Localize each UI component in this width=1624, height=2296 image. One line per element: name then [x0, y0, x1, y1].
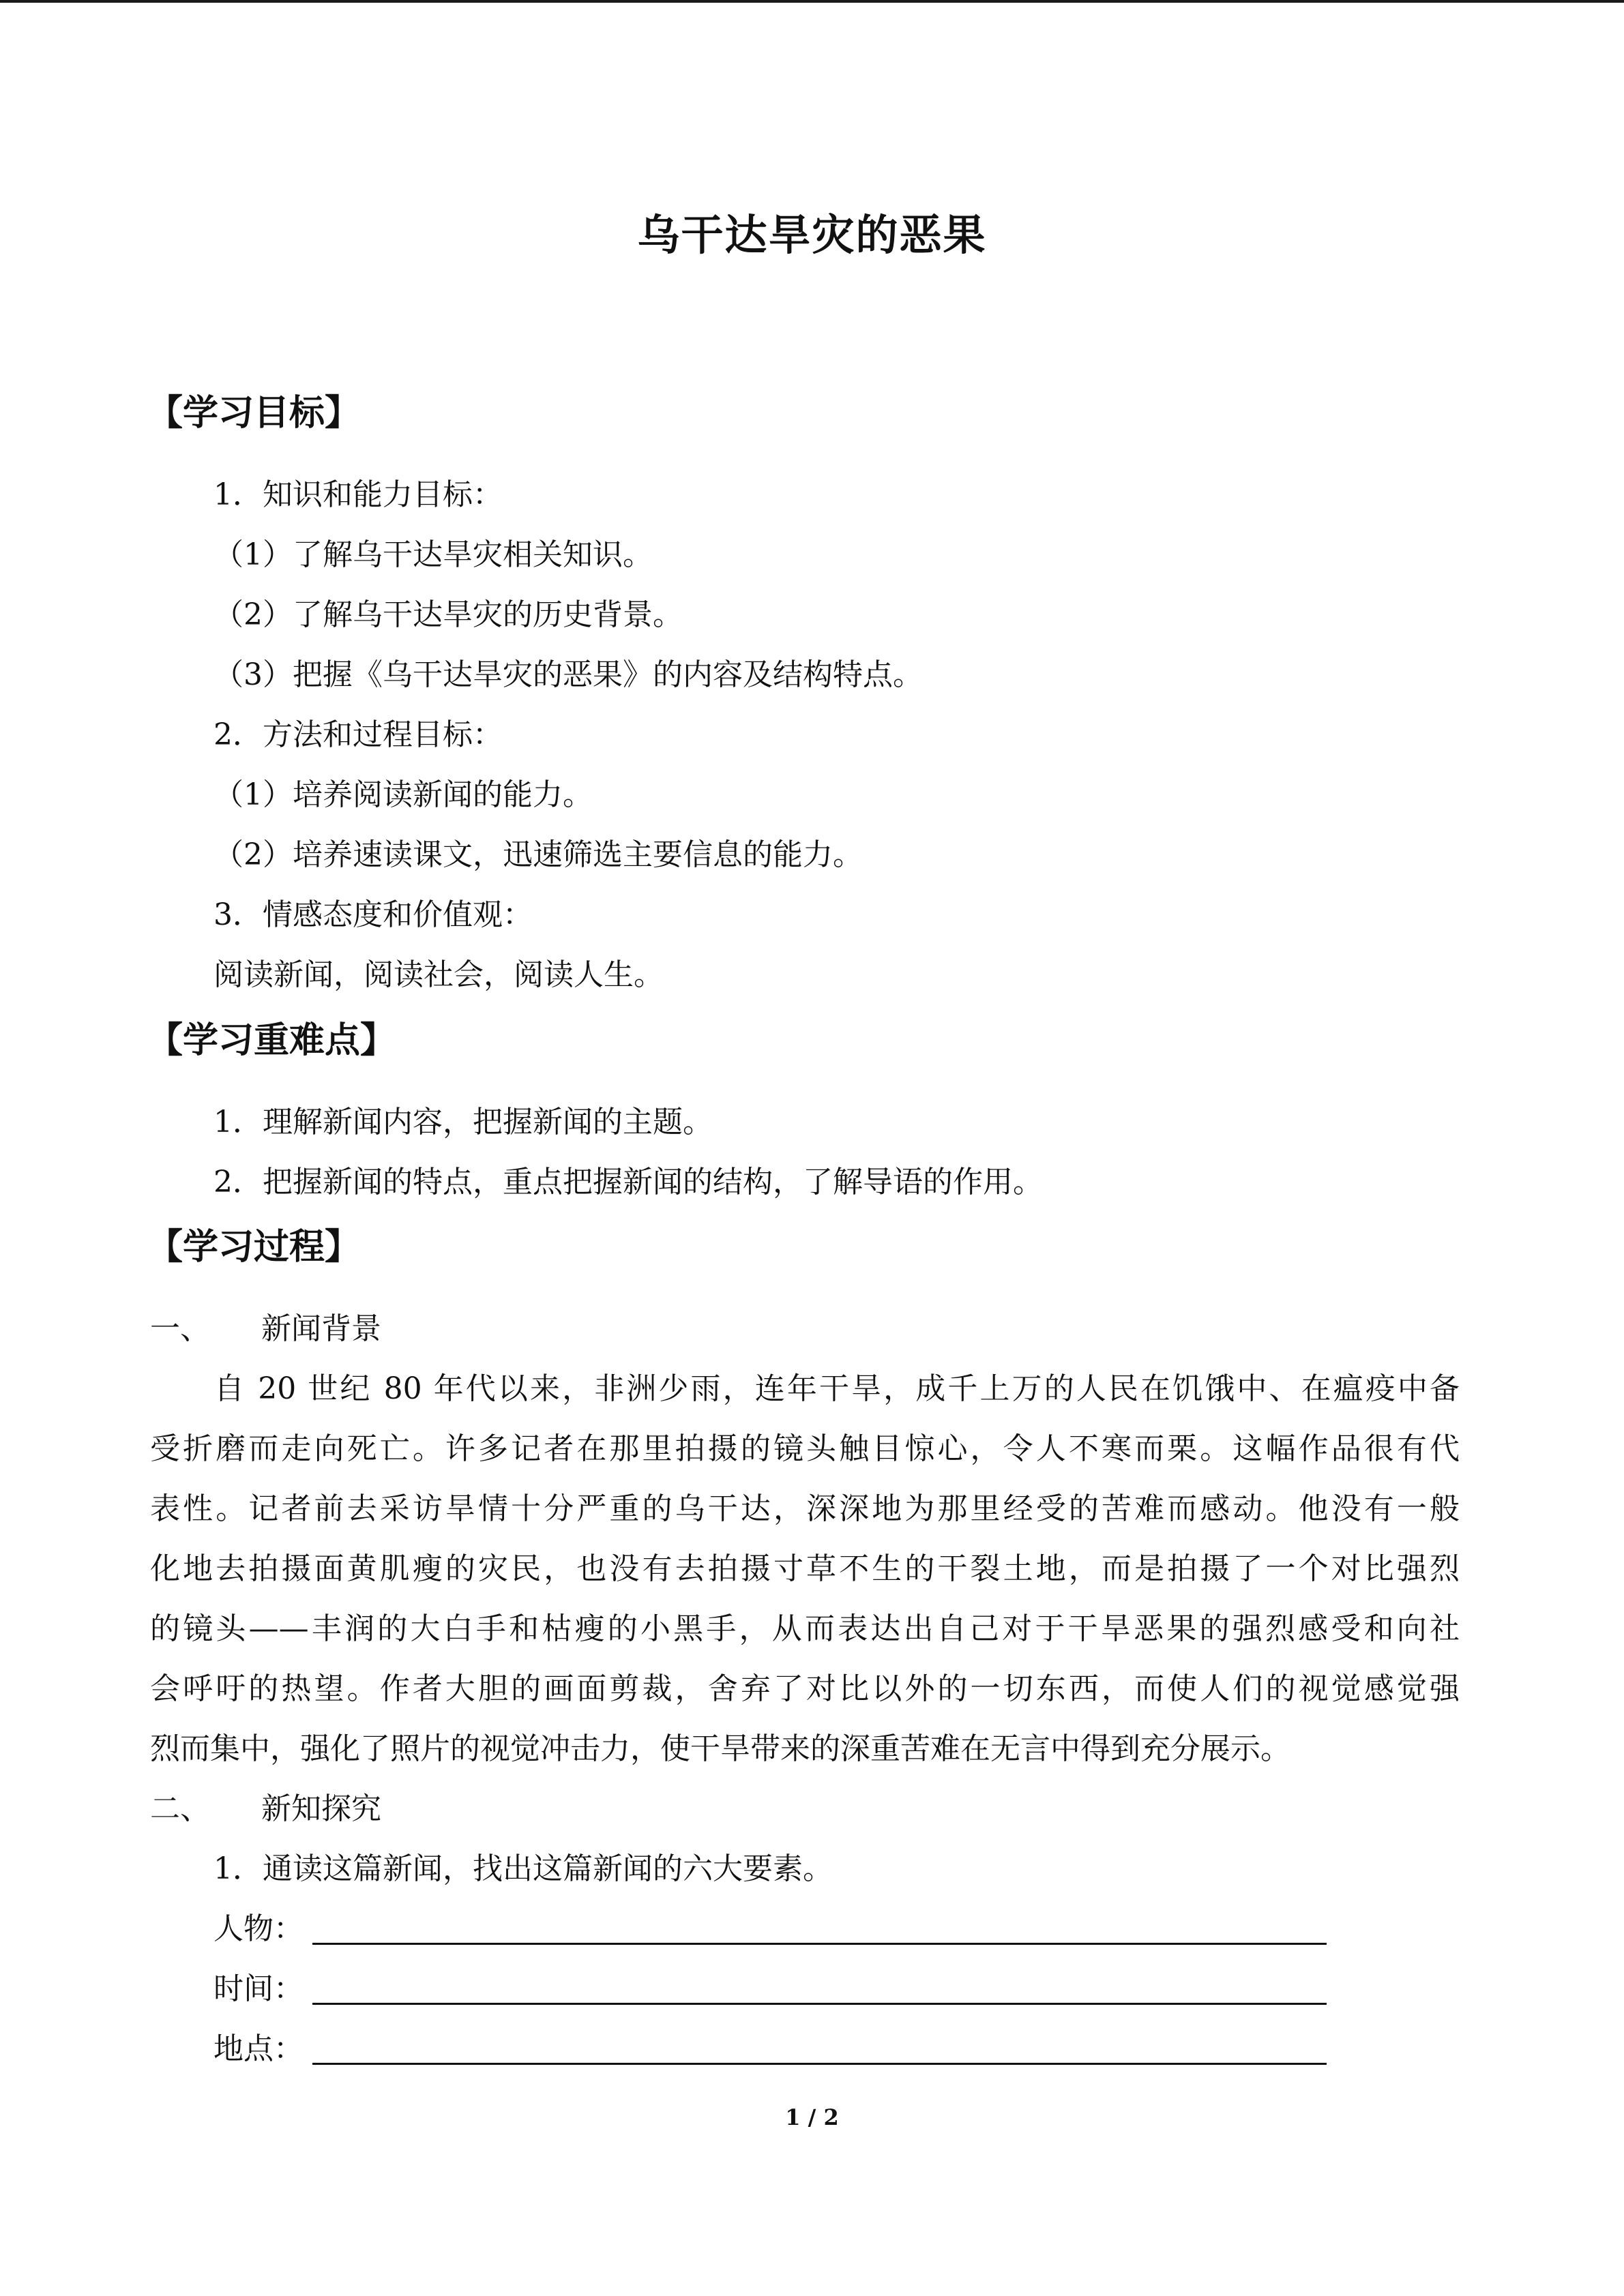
- process-heading: 【学习过程】: [147, 1227, 361, 1268]
- fill-in-blank-time[interactable]: [312, 2003, 1327, 2005]
- paragraph-line: 烈而集中，强化了照片的视觉冲击力，使干旱带来的深重苦难在无言中得到充分展示。: [150, 1731, 1290, 1766]
- paragraph-line: 会呼吁的热望。作者大胆的画面剪裁，舍弃了对比以外的一切东西，而使人们的视觉感觉强: [150, 1671, 1460, 1706]
- objective-line: 2．方法和过程目标：: [213, 717, 503, 752]
- paragraph-line: 自 20 世纪 80 年代以来，非洲少雨，连年干旱，成千上万的人民在饥饿中、在瘟疫中备: [214, 1371, 1460, 1406]
- fill-label-time: 时间：: [213, 1971, 304, 2006]
- section-number: 二、: [150, 1791, 210, 1826]
- paragraph-line: 化地去拍摄面黄肌瘦的灾民，也没有去拍摄寸草不生的干裂土地，而是拍摄了一个对比强烈: [150, 1551, 1460, 1586]
- question-line: 1．通读这篇新闻，找出这篇新闻的六大要素。: [213, 1851, 833, 1886]
- paragraph-line: 的镜头——丰润的大白手和枯瘦的小黑手，从而表达出自己对于干旱恶果的强烈感受和向社: [150, 1611, 1460, 1646]
- objective-line: 3．情感态度和价值观：: [213, 897, 533, 932]
- objective-line: 阅读新闻，阅读社会，阅读人生。: [213, 957, 664, 992]
- paragraph-line: 受折磨而走向死亡。许多记者在那里拍摄的镜头触目惊心，令人不寒而栗。这幅作品很有代: [150, 1431, 1460, 1466]
- objective-line: 1．知识和能力目标：: [213, 477, 503, 512]
- objective-line: （3）把握《乌干达旱灾的恶果》的内容及结构特点。: [213, 657, 923, 692]
- key-point-line: 2．把握新闻的特点，重点把握新闻的结构，了解导语的作用。: [213, 1165, 1043, 1199]
- section-title-background: 新闻背景: [261, 1311, 381, 1346]
- fill-label-person: 人物：: [213, 1911, 304, 1946]
- objective-line: （1）了解乌干达旱灾相关知识。: [213, 537, 653, 572]
- page-number: 1 / 2: [785, 2104, 839, 2130]
- section-title-exploration: 新知探究: [261, 1791, 381, 1826]
- objective-line: （2）培养速读课文，迅速筛选主要信息的能力。: [213, 837, 863, 872]
- fill-label-place: 地点：: [213, 2031, 304, 2066]
- paragraph-line: 表性。记者前去采访旱情十分严重的乌干达，深深地为那里经受的苦难而感动。他没有一般: [150, 1491, 1460, 1526]
- page-title: 乌干达旱灾的恶果: [637, 210, 987, 260]
- key-points-heading: 【学习重难点】: [147, 1020, 396, 1061]
- fill-in-blank-place[interactable]: [312, 2063, 1327, 2065]
- key-point-line: 1．理解新闻内容，把握新闻的主题。: [213, 1105, 713, 1139]
- objectives-heading: 【学习目标】: [147, 393, 361, 434]
- section-number: 一、: [150, 1311, 210, 1346]
- objective-line: （2）了解乌干达旱灾的历史背景。: [213, 597, 683, 632]
- fill-in-blank-person[interactable]: [312, 1943, 1327, 1945]
- objective-line: （1）培养阅读新闻的能力。: [213, 777, 593, 812]
